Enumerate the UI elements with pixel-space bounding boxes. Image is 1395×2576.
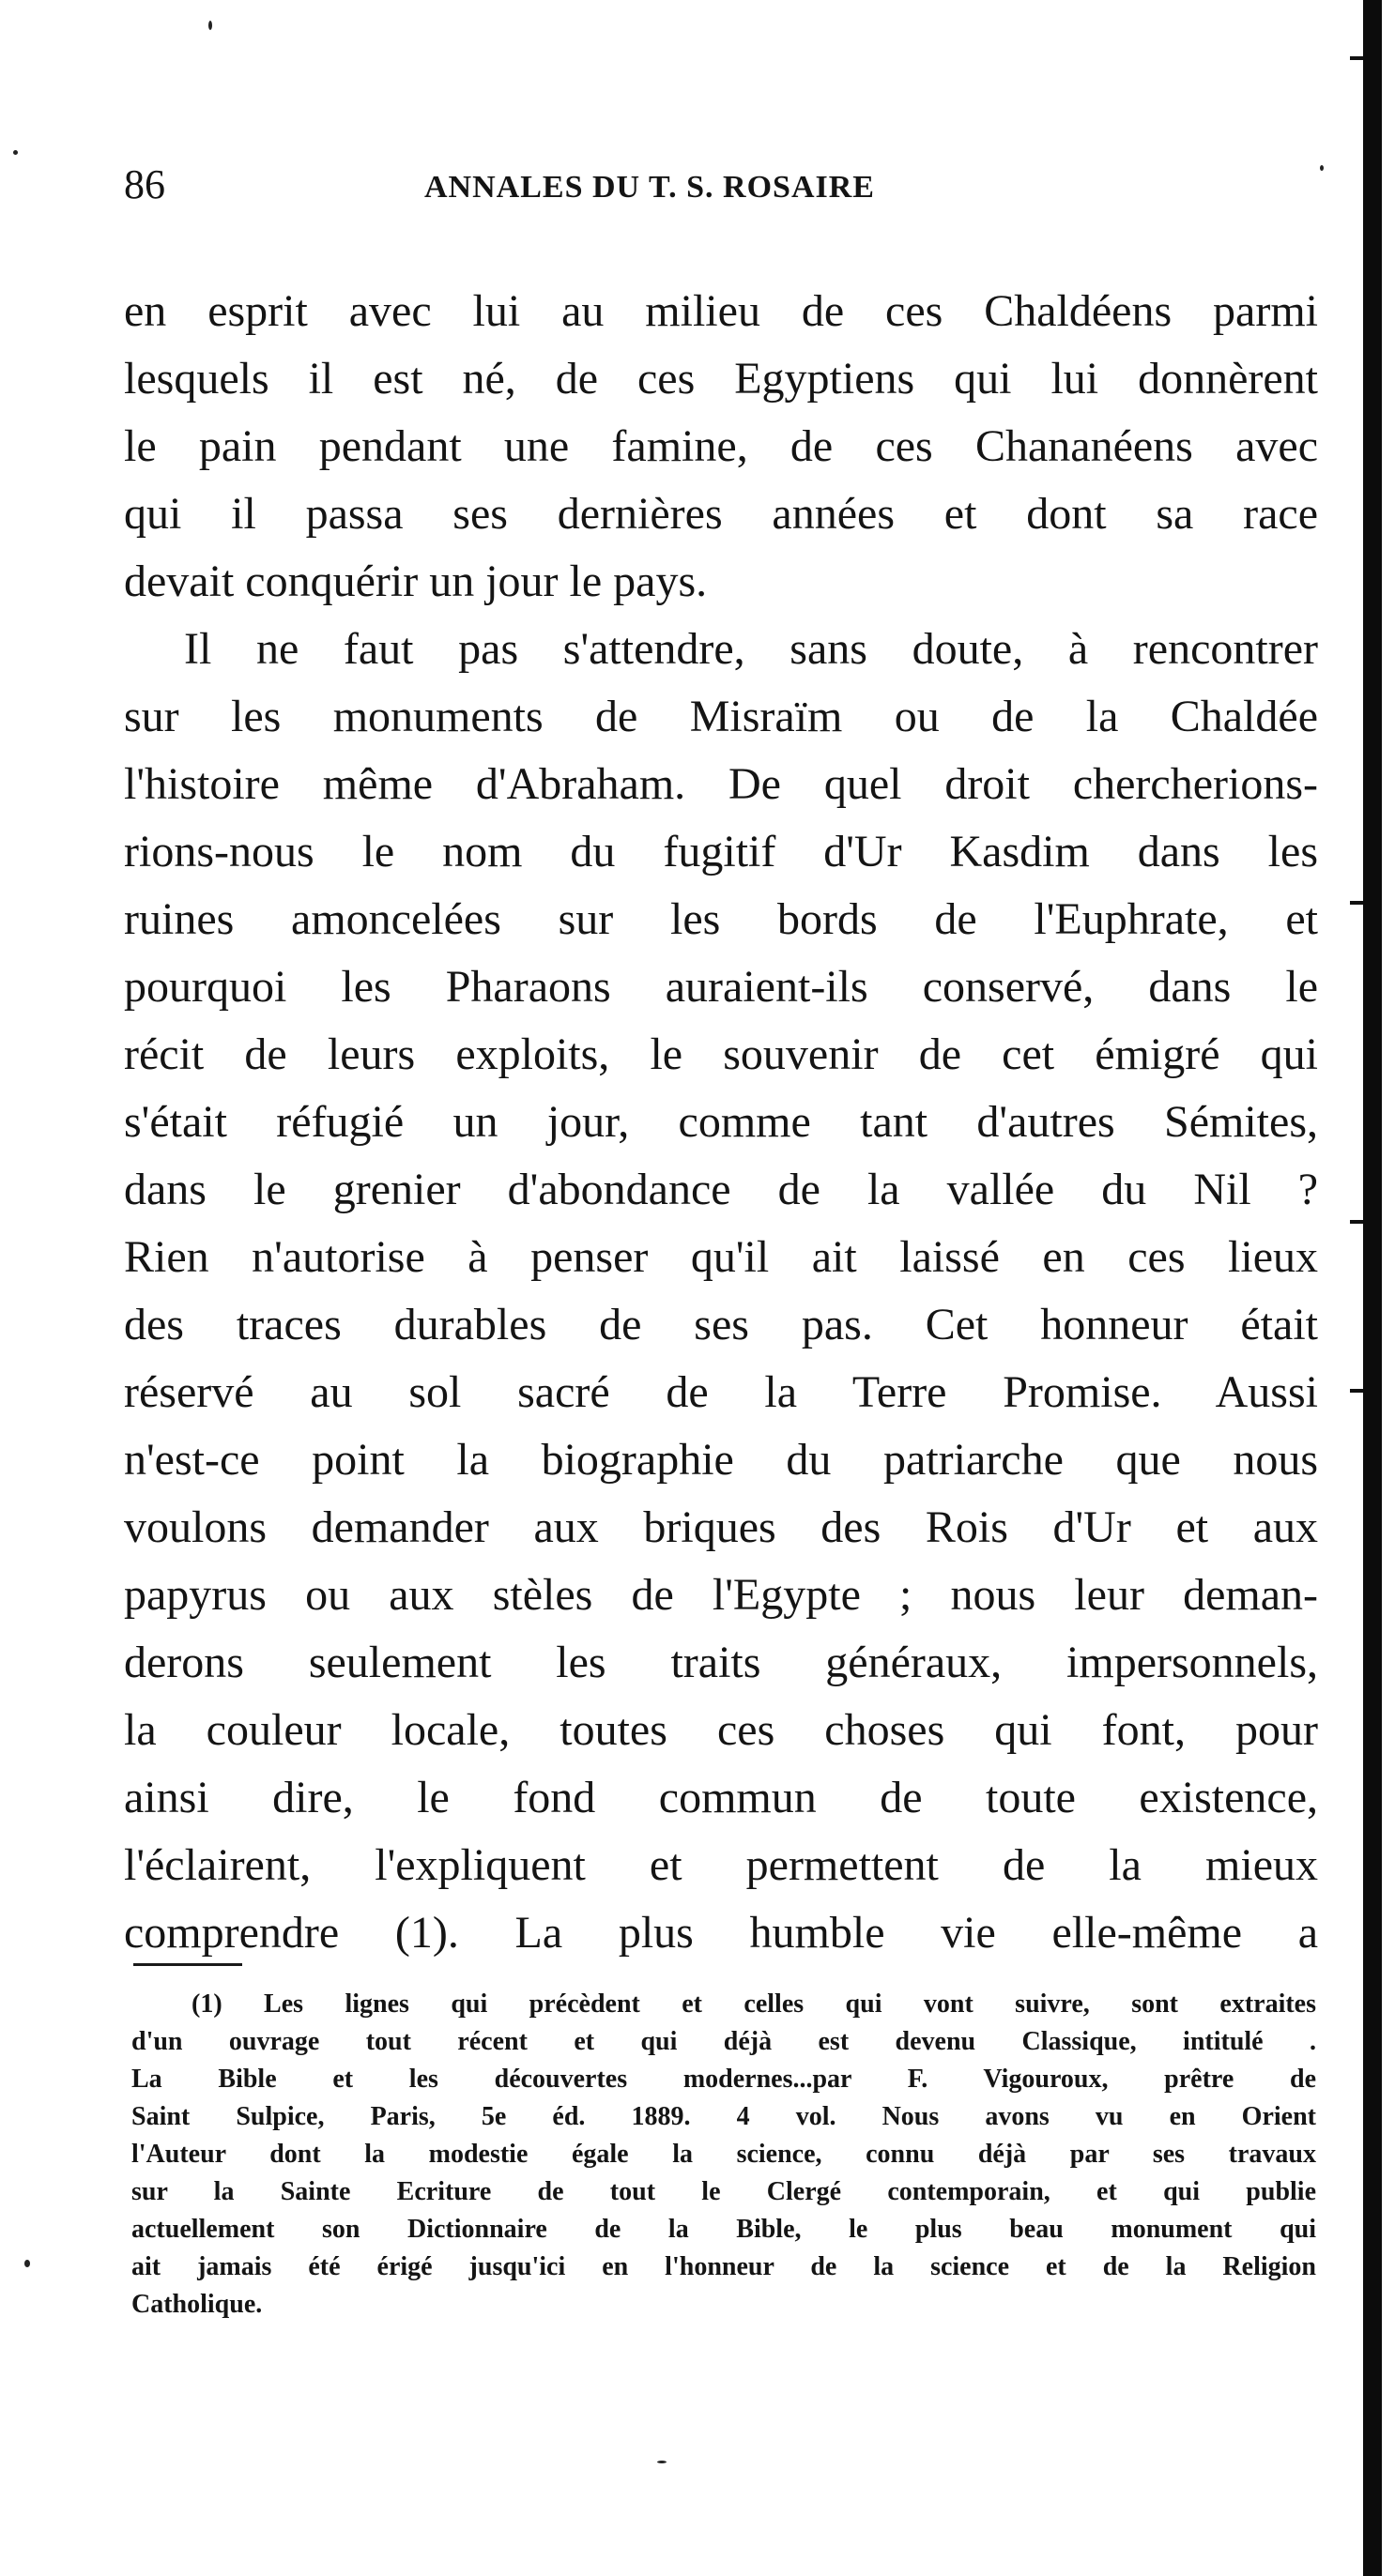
text-line: en esprit avec lui au milieu de ces Chaldéens parmi <box>124 286 1318 336</box>
footnote-rule <box>133 1963 242 1966</box>
scan-speck <box>208 21 212 30</box>
edge-mark <box>1350 1220 1363 1224</box>
text-line: n'est-ce point la biographie du patriarche que nous <box>124 1435 1318 1485</box>
footnote-line: d'un ouvrage tout récent et qui déjà est devenu Classique, intitulé . <box>131 2027 1316 2056</box>
text-line: derons seulement les traits généraux, impersonnels, <box>124 1638 1318 1687</box>
page-edge-shadow <box>1363 0 1382 2576</box>
edge-mark <box>1350 901 1363 905</box>
text-line: l'histoire même d'Abraham. De quel droit chercherions- <box>124 759 1318 809</box>
text-line: sur les monuments de Misraïm ou de la Chaldée <box>124 692 1318 741</box>
text-line: ainsi dire, le fond commun de toute existence, <box>124 1773 1318 1822</box>
scan-speck <box>13 150 18 155</box>
text-line: ruines amoncelées sur les bords de l'Euphrate, et <box>124 894 1318 944</box>
footnote-line: l'Auteur dont la modestie égale la science, connu déjà par ses travaux <box>131 2140 1316 2169</box>
text-line: voulons demander aux briques des Rois d'Ur et aux <box>124 1502 1318 1552</box>
text-line: le pain pendant une famine, de ces Chananéens avec <box>124 421 1318 471</box>
footnote-line: Saint Sulpice, Paris, 5e éd. 1889. 4 vol. Nous avons vu en Orient <box>131 2102 1316 2131</box>
edge-mark <box>1350 1389 1363 1393</box>
text-line: Rien n'autorise à penser qu'il ait laissé en ces lieux <box>124 1232 1318 1282</box>
text-line: la couleur locale, toutes ces choses qui font, pour <box>124 1705 1318 1755</box>
text-line: l'éclairent, l'expliquent et permettent de la mieux <box>124 1840 1318 1890</box>
scan-speck <box>657 2461 667 2463</box>
text-line: comprendre (1). La plus humble vie elle-même a <box>124 1908 1318 1958</box>
text-line: dans le grenier d'abondance de la vallée du Nil ? <box>124 1165 1318 1214</box>
page-number: 86 <box>124 161 165 207</box>
text-line: réservé au sol sacré de la Terre Promise. Aussi <box>124 1367 1318 1417</box>
text-line: pourquoi les Pharaons auraient-ils conservé, dans le <box>124 962 1318 1012</box>
text-line: des traces durables de ses pas. Cet honneur était <box>124 1300 1318 1349</box>
page-header <box>124 161 1326 208</box>
text-line: qui il passa ses dernières années et dont sa race <box>124 489 1318 539</box>
text-line: Il ne faut pas s'attendre, sans doute, à rencontrer <box>184 624 1318 674</box>
footnote-line: actuellement son Dictionnaire de la Bible, le plus beau monument qui <box>131 2215 1316 2244</box>
scan-speck <box>24 2260 30 2267</box>
footnote-line: sur la Sainte Ecriture de tout le Clergé contemporain, et qui publie <box>131 2177 1316 2206</box>
text-line: papyrus ou aux stèles de l'Egypte ; nous leur deman- <box>124 1570 1318 1620</box>
footnote-line: (1) Les lignes qui précèdent et celles qui vont suivre, sont extraites <box>192 1989 1316 2019</box>
footnote <box>131 1986 1316 2324</box>
text-line: récit de leurs exploits, le souvenir de cet émigré qui <box>124 1029 1318 1079</box>
body-text <box>124 278 1318 1967</box>
footnote-line: ait jamais été érigé jusqu'ici en l'honneur de la science et de la Religion <box>131 2252 1316 2281</box>
text-line: lesquels il est né, de ces Egyptiens qui lui donnèrent <box>124 354 1318 404</box>
running-head: ANNALES DU T. S. ROSAIRE <box>424 170 875 205</box>
footnote-line: La Bible et les découvertes modernes...par F. Vigouroux, prêtre de <box>131 2065 1316 2094</box>
text-line: s'était réfugié un jour, comme tant d'autres Sémites, <box>124 1097 1318 1147</box>
edge-mark <box>1350 56 1363 60</box>
text-line: devait conquérir un jour le pays. <box>124 556 708 606</box>
scan-speck <box>1320 165 1324 171</box>
footnote-line: Catholique. <box>131 2290 263 2319</box>
text-line: rions-nous le nom du fugitif d'Ur Kasdim dans les <box>124 827 1318 876</box>
